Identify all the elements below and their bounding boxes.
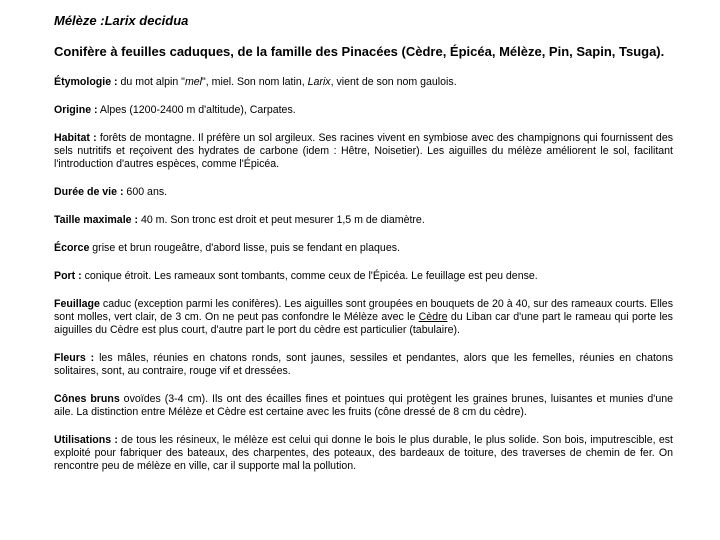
section-label: Cônes bruns <box>54 393 120 405</box>
title-common-name: Mélèze <box>54 13 97 28</box>
section-label: Origine : <box>54 104 98 116</box>
section-text: du Liban car d'une part le rameau qui porte les aiguilles du Cèdre est plus court, d'autre part le port du cèdre est particulier (tabulaire). <box>54 311 673 336</box>
section-label: Fleurs : <box>54 352 95 364</box>
section-text: les mâles, réunies en chatons ronds, sont jaunes, sessiles et pendantes, alors que les femelles, réunies en chatons solitaires, sont, au contraire, rouge vif et dressées. <box>54 352 674 377</box>
section-duree-de-vie <box>54 186 673 199</box>
title-separator: : <box>96 13 105 28</box>
document-title <box>54 13 673 29</box>
section-label: Utilisations : <box>54 434 118 446</box>
section-text: caduc (exception parmi les conifères). Les aiguilles sont groupées en bouquets de 20 à 40, sur des rameaux courts. Elles sont molles, vert clair, de 3 cm. On ne peut pas confondre le Mélèze avec le <box>54 298 673 323</box>
section-text: ", miel. Son nom latin, <box>202 76 308 88</box>
document-subtitle: Conifère à feuilles caduques, de la famille des Pinacées (Cèdre, Épicéa, Mélèze, Pin, Sapin, Tsuga). <box>54 44 665 59</box>
section-label: Écorce <box>54 242 90 254</box>
section-text: 600 ans. <box>123 186 168 198</box>
section-feuillage <box>54 298 673 337</box>
section-text-italic: Larix <box>307 76 331 88</box>
section-label: Taille maximale : <box>54 214 139 226</box>
section-label: Port : <box>54 270 82 282</box>
section-etymologie <box>54 76 673 89</box>
cedre-link[interactable]: Cèdre <box>418 311 448 323</box>
section-text: conique étroit. Les rameaux sont tombants, comme ceux de l'Épicéa. Le feuillage est peu dense. <box>81 270 538 282</box>
section-text: de tous les résineux, le mélèze est celui qui donne le bois le plus durable, le plus solide. Son bois, imputrescible, est exploité pour fabriquer des bateaux, des charpentes, des poteaux, des bardeaux de toiture, des traverses de chemin de fer. On rencontre peu de mélèze en ville, car il supporte mal la pollution. <box>54 434 673 472</box>
section-origine <box>54 104 673 117</box>
section-label: Étymologie : <box>54 76 118 88</box>
section-cones <box>54 393 673 419</box>
section-label: Durée de vie : <box>54 186 124 198</box>
section-habitat <box>54 132 673 171</box>
section-text: forêts de montagne. Il préfère un sol argileux. Ses racines vivent en symbiose avec des champignons qui fournissent des sels nutritifs et reçoivent des hydrates de carbone (idem : Hêtre, Noisetier). Les aiguilles du mélèze améliorent le sol, facilitant l'introduction d'autres espèces, comme l'Épicéa. <box>54 132 674 170</box>
title-latin-name: Larix decidua <box>104 13 189 28</box>
section-port <box>54 270 673 283</box>
section-taille-maximale <box>54 214 673 227</box>
section-text: grise et brun rougeâtre, d'abord lisse, puis se fendant en plaques. <box>89 242 400 254</box>
section-text-italic: mel <box>184 76 203 88</box>
section-utilisations <box>54 434 673 473</box>
section-text: ovoïdes (3-4 cm). Ils ont des écailles fines et pointues qui protègent les graines brunes, luisantes et munies d'une aile. La distinction entre Mélèze et Cèdre est certaine avec les fruits (cône dressé de 8 cm du cèdre). <box>54 393 673 418</box>
section-text: 40 m. Son tronc est droit et peut mesurer 1,5 m de diamètre. <box>138 214 425 226</box>
section-text: Alpes (1200-2400 m d'altitude), Carpates. <box>97 104 296 116</box>
section-text: du mot alpin " <box>117 76 185 88</box>
section-ecorce <box>54 242 673 255</box>
section-label: Habitat : <box>54 132 97 144</box>
section-label: Feuillage <box>54 298 100 310</box>
section-fleurs <box>54 352 673 378</box>
section-text: , vient de son nom gaulois. <box>330 76 457 88</box>
